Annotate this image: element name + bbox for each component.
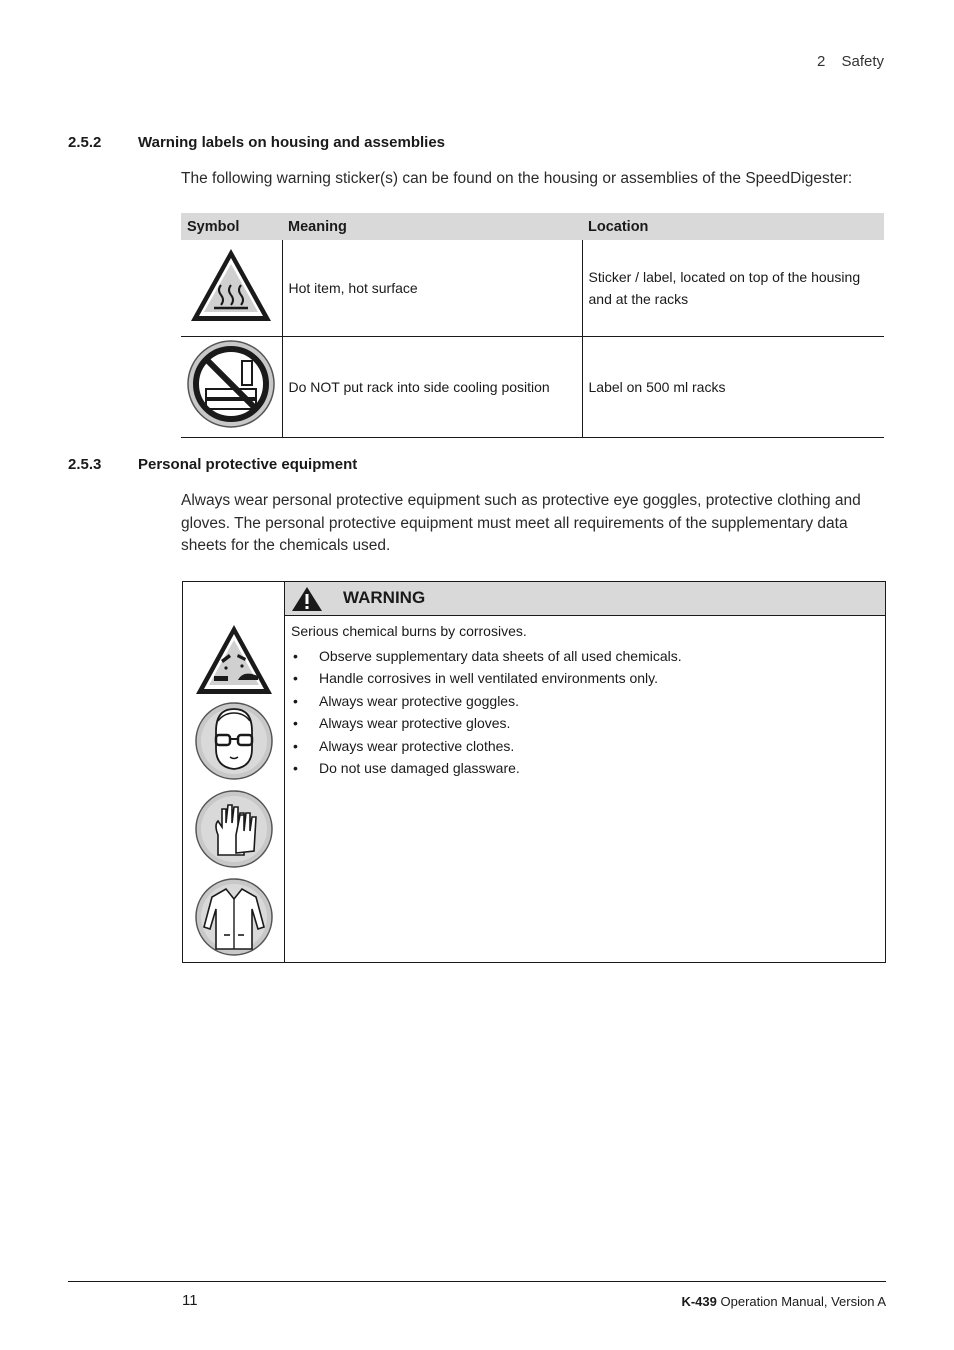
list-item: • Always wear protective gloves. (291, 712, 877, 735)
table-header-row (181, 213, 884, 240)
warning-labels-table (181, 213, 884, 438)
warning-box (182, 581, 886, 963)
footer-document-title (681, 1294, 886, 1309)
meaning-cell: Do NOT put rack into side cooling position (282, 336, 582, 437)
chapter-title: Safety (841, 53, 884, 70)
meaning-cell: Hot item, hot surface (282, 240, 582, 336)
lab-coat-icon (194, 877, 274, 957)
hot-surface-icon (188, 245, 274, 325)
footer-manual: Operation Manual, Version A (716, 1294, 886, 1309)
warning-title: WARNING (343, 588, 426, 607)
goggles-icon (194, 701, 274, 781)
section-number: 2.5.3 (68, 456, 102, 473)
section-2-5-3-intro: Always wear personal protective equipment such as protective eye goggles, protective clothing and gloves. The personal protective equipment must meet all requirements of the supplementary data sheets for the chemicals used. (181, 492, 861, 554)
table-row (181, 240, 884, 336)
section-number: 2.5.2 (68, 134, 102, 151)
column-header-symbol: Symbol (181, 213, 282, 240)
running-header (817, 53, 884, 70)
section-2-5-2-intro: The following warning sticker(s) can be found on the housing or assemblies of the SpeedDigester: (181, 170, 853, 187)
symbol-cell (181, 240, 282, 336)
warning-icons-column (183, 582, 285, 962)
chapter-number: 2 (816, 53, 826, 70)
list-item: • Handle corrosives in well ventilated environments only. (291, 667, 877, 690)
warning-list (291, 645, 877, 780)
table-row (181, 336, 884, 437)
column-header-location: Location (582, 213, 884, 240)
corrosive-icon (194, 622, 274, 698)
list-item: • Always wear protective clothes. (291, 735, 877, 758)
section-title: Personal protective equipment (138, 456, 358, 473)
list-item: • Observe supplementary data sheets of all used chemicals. (291, 645, 877, 668)
location-cell: Label on 500 ml racks (582, 336, 884, 437)
section-heading-2-5-3 (68, 456, 357, 473)
column-header-meaning: Meaning (282, 213, 582, 240)
footer-model: K-439 (681, 1294, 717, 1309)
page-number: 11 (182, 1292, 198, 1309)
warning-lead: Serious chemical burns by corrosives. (291, 623, 527, 639)
warning-body (291, 620, 877, 780)
list-item: • Always wear protective goggles. (291, 690, 877, 713)
symbol-cell (181, 336, 282, 437)
list-item: • Do not use damaged glassware. (291, 757, 877, 780)
warning-triangle-icon (291, 586, 323, 612)
section-title: Warning labels on housing and assemblies (138, 134, 446, 151)
location-cell: Sticker / label, located on top of the housing and at the racks (582, 240, 884, 336)
gloves-icon (194, 789, 274, 869)
warning-header (285, 582, 885, 616)
footer-rule (68, 1281, 886, 1282)
section-heading-2-5-2 (68, 134, 445, 151)
no-side-cooling-rack-icon (186, 339, 276, 429)
